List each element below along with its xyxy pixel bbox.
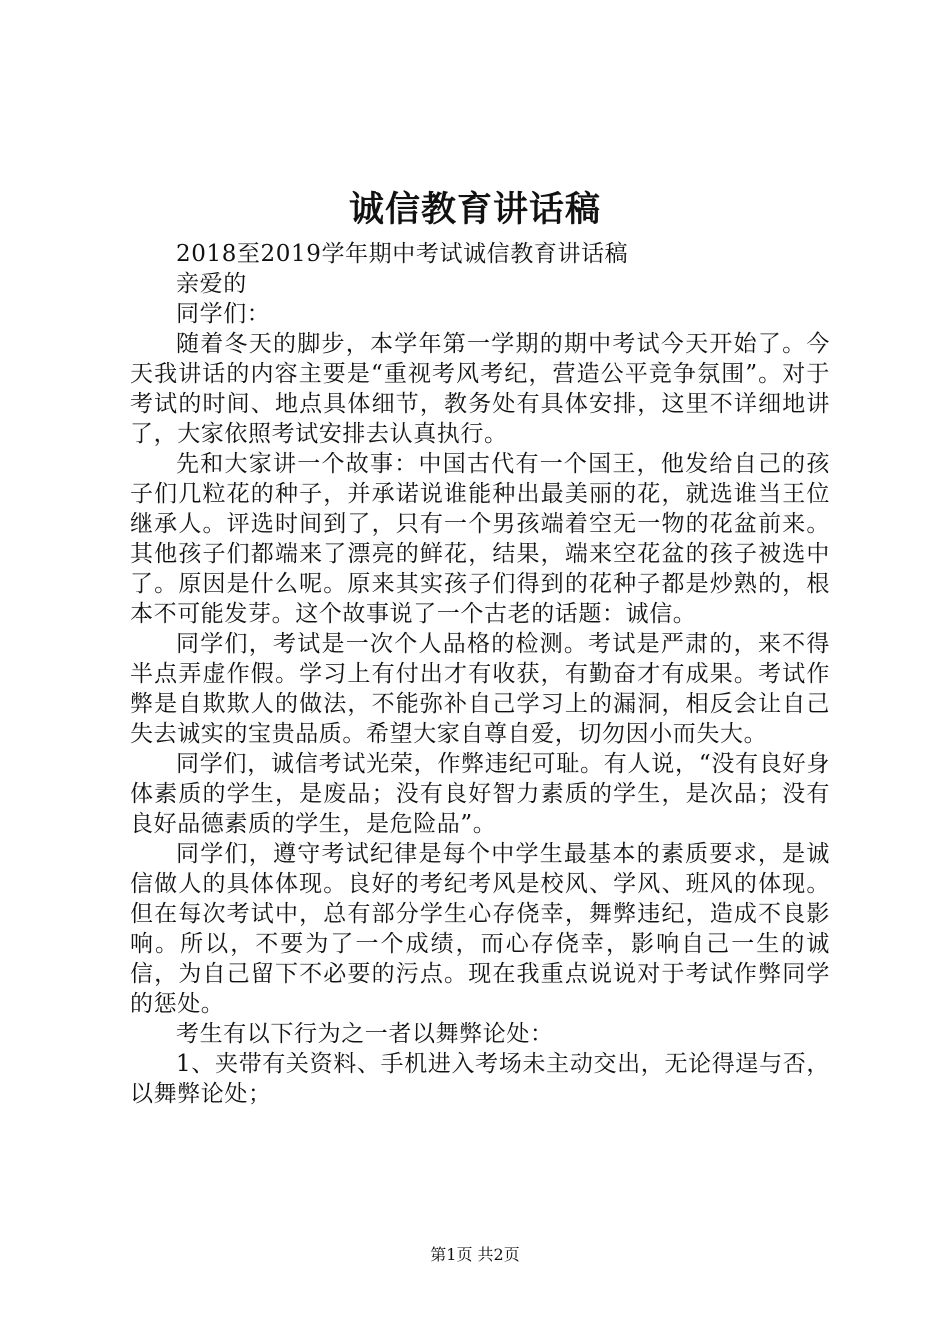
paragraph-exam-character: 同学们，考试是一次个人品格的检测。考试是严肃的，来不得半点弄虚作假。学习上有付出才有收获，有勤奋才有成果。考试作弊是自欺欺人的做法，不能弥补自己学习上的漏洞，相反会让自己失去诚实的宝贵品质。希望大家自尊自爱，切勿因小而失大。 (130, 631, 830, 747)
paragraph-rule-1: 1、夹带有关资料、手机进入考场未主动交出，无论得逞与否，以舞弊论处； (130, 1051, 830, 1107)
paragraph-subtitle: 2018至2019学年期中考试诚信教育讲话稿 (176, 241, 629, 267)
paragraph-honesty-quote: 同学们，诚信考试光荣，作弊违纪可耻。有人说，“没有良好身体素质的学生，是废品；没有良好智力素质的学生，是次品；没有良好品德素质的学生，是危险品”。 (130, 751, 830, 837)
paragraph-intro: 随着冬天的脚步，本学年第一学期的期中考试今天开始了。今天我讲话的内容主要是“重视考风考纪，营造公平竞争氛围”。对于考试的时间、地点具体细节，教务处有具体安排，这里不详细地讲了，大家依照考试安排去认真执行。 (130, 331, 830, 447)
paragraph-cheating-rules: 考生有以下行为之一者以舞弊论处： (176, 1021, 554, 1047)
paragraph-story: 先和大家讲一个故事：中国古代有一个国王，他发给自己的孩子们几粒花的种子，并承诺说谁能种出最美丽的花，就选谁当王位继承人。评选时间到了，只有一个男孩端着空无一物的花盆前来。其他孩子们都端来了漂亮的鲜花，结果，端来空花盆的孩子被选中了。原因是什么呢。原来其实孩子们得到的花种子都是炒熟的，根本不可能发芽。这个故事说了一个古老的话题：诚信。 (130, 451, 830, 627)
paragraph-salutation-1: 亲爱的 (176, 271, 247, 297)
page-footer: 第1页 共2页 (430, 1245, 520, 1264)
paragraph-discipline: 同学们，遵守考试纪律是每个中学生最基本的素质要求，是诚信做人的具体体现。良好的考纪考风是校风、学风、班风的体现。但在每次考试中，总有部分学生心存侥幸，舞弊违纪，造成不良影响。所以，不要为了一个成绩，而心存侥幸，影响自己一生的诚信，为自己留下不必要的污点。现在我重点说说对于考试作弊同学的惩处。 (130, 841, 830, 1017)
paragraph-salutation-2: 同学们： (176, 301, 271, 327)
document-title: 诚信教育讲话稿 (348, 189, 601, 230)
document-body (130, 239, 830, 1109)
